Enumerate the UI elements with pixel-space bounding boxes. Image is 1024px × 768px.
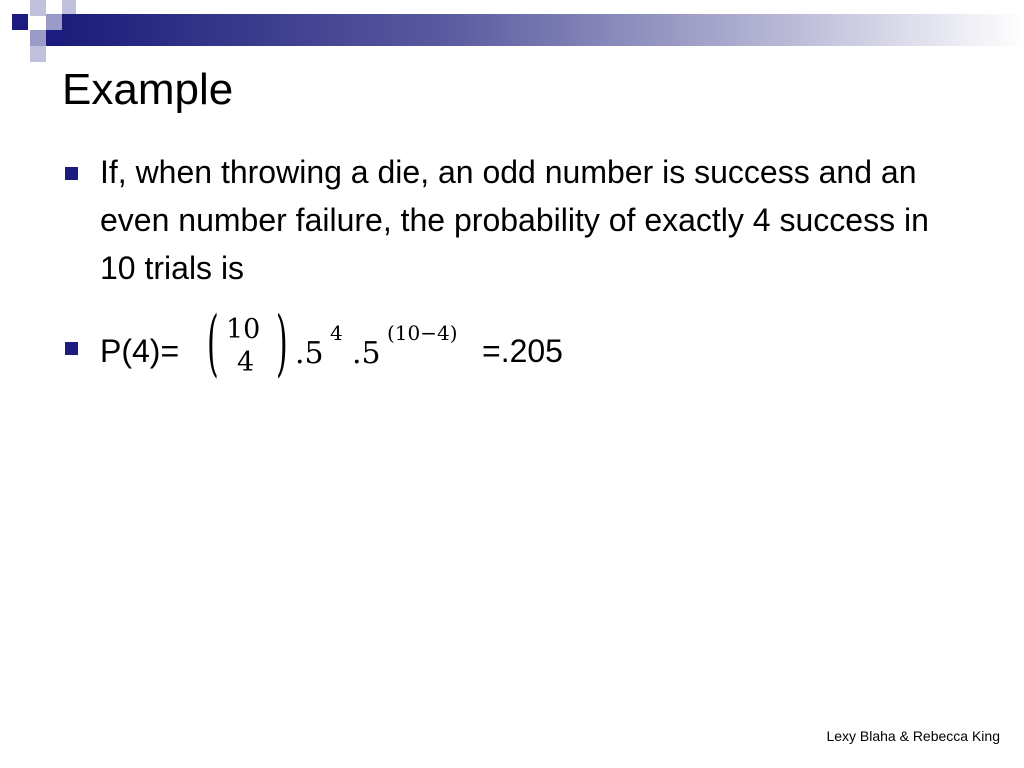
left-paren-icon: ( <box>207 302 219 387</box>
decor-square <box>62 0 76 14</box>
binomial-bottom: 4 <box>237 347 255 378</box>
list-item <box>62 148 962 292</box>
formula-exponent-1: 4 <box>330 321 343 345</box>
decor-square <box>12 14 28 30</box>
right-paren-icon: ) <box>276 302 288 387</box>
probability-formula <box>100 302 962 392</box>
header-gradient-bar <box>62 14 1024 46</box>
formula-base-1: .5 <box>295 336 324 371</box>
decor-square <box>46 14 62 30</box>
formula-exponent-2: (10−4) <box>387 321 458 345</box>
decor-square <box>30 0 46 16</box>
formula-result: =.205 <box>482 333 563 369</box>
decor-square <box>46 30 62 46</box>
square-bullet-icon <box>65 167 78 180</box>
decor-square <box>30 30 46 46</box>
bullet-text: If, when throwing a die, an odd number is success and an even number failure, the probability of exactly 4 success in 10 trials is <box>100 154 929 286</box>
decor-square <box>30 46 46 62</box>
binomial-top: 10 <box>226 314 261 345</box>
list-item <box>62 302 962 392</box>
bullet-list <box>62 148 962 392</box>
header-decoration <box>0 0 1024 64</box>
slide-title: Example <box>62 65 234 114</box>
formula-lhs: P(4)= <box>100 333 180 369</box>
square-bullet-icon <box>65 342 78 355</box>
formula-base-2: .5 <box>352 336 381 371</box>
footer-credit: Lexy Blaha & Rebecca King <box>826 728 1000 744</box>
